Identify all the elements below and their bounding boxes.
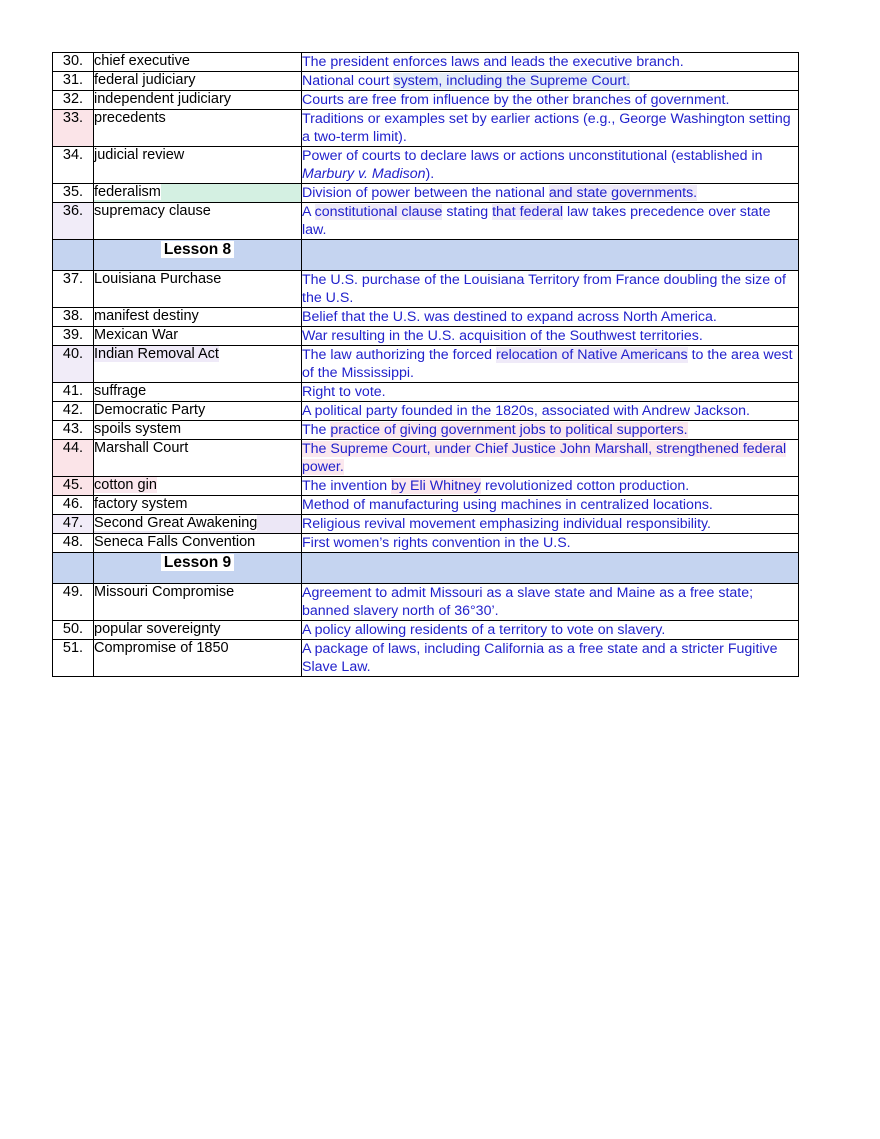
row-term: precedents — [94, 110, 302, 147]
row-term: popular sovereignty — [94, 621, 302, 640]
row-term-label: Second Great Awakening — [94, 515, 258, 531]
def-text-plain: Division of power between the national — [302, 185, 549, 201]
lesson-divider-row — [53, 240, 799, 271]
row-term: judicial review — [94, 147, 302, 184]
def-text-highlighted-2: that federal — [492, 204, 564, 220]
table-row — [53, 534, 799, 553]
lesson-divider-row — [53, 553, 799, 584]
def-text-highlighted: practice of giving government jobs to political supporters. — [330, 422, 688, 438]
row-term — [94, 477, 302, 496]
row-term: factory system — [94, 496, 302, 515]
row-definition — [302, 440, 799, 477]
row-definition: Method of manufacturing using machines in centralized locations. — [302, 496, 799, 515]
def-text-italic: Marbury v. Madison — [302, 166, 426, 182]
row-number: 33. — [53, 110, 94, 147]
row-number: 41. — [53, 383, 94, 402]
table-row — [53, 184, 799, 203]
row-definition: Courts are free from influence by the other branches of government. — [302, 91, 799, 110]
def-text-plain: The — [302, 422, 331, 438]
row-number: 37. — [53, 271, 94, 308]
def-text-highlighted: and state governments. — [548, 185, 698, 201]
row-number: 39. — [53, 327, 94, 346]
table-row — [53, 308, 799, 327]
row-term: manifest destiny — [94, 308, 302, 327]
lesson-divider-definition-cell — [302, 553, 799, 584]
table-row — [53, 110, 799, 147]
row-definition: Agreement to admit Missouri as a slave state and Maine as a free state; banned slavery north of 36°30’. — [302, 584, 799, 621]
row-definition: The president enforces laws and leads the executive branch. — [302, 53, 799, 72]
table-row — [53, 584, 799, 621]
row-number: 34. — [53, 147, 94, 184]
def-text-plain-tail: revolutionized cotton production. — [481, 478, 690, 494]
table-row — [53, 421, 799, 440]
row-definition: The U.S. purchase of the Louisiana Territory from France doubling the size of the U.S. — [302, 271, 799, 308]
row-definition: Belief that the U.S. was destined to expand across North America. — [302, 308, 799, 327]
row-number: 49. — [53, 584, 94, 621]
row-term: chief executive — [94, 53, 302, 72]
table-row — [53, 72, 799, 91]
lesson-divider-text: Lesson 9 — [161, 554, 234, 571]
row-term: Louisiana Purchase — [94, 271, 302, 308]
def-text-plain-tail: ). — [425, 166, 435, 182]
row-definition: A political party founded in the 1820s, associated with Andrew Jackson. — [302, 402, 799, 421]
row-definition: A policy allowing residents of a territory to vote on slavery. — [302, 621, 799, 640]
row-definition — [302, 477, 799, 496]
row-term: Democratic Party — [94, 402, 302, 421]
row-term: federal judiciary — [94, 72, 302, 91]
row-term: suffrage — [94, 383, 302, 402]
row-term: independent judiciary — [94, 91, 302, 110]
row-definition — [302, 421, 799, 440]
row-number: 31. — [53, 72, 94, 91]
row-number: 44. — [53, 440, 94, 477]
row-term: Compromise of 1850 — [94, 640, 302, 677]
row-term — [94, 184, 302, 203]
row-number: 36. — [53, 203, 94, 240]
table-row — [53, 440, 799, 477]
table-row — [53, 203, 799, 240]
def-text-highlighted: relocation of Native Americans — [496, 347, 688, 363]
lesson-divider-text: Lesson 8 — [161, 241, 234, 258]
def-text-highlighted: constitutional clause — [314, 204, 443, 220]
row-term-label: Indian Removal Act — [94, 346, 219, 362]
vocabulary-table — [52, 52, 799, 677]
table-row — [53, 147, 799, 184]
row-number: 50. — [53, 621, 94, 640]
row-term — [94, 346, 302, 383]
lesson-divider-definition-cell — [302, 240, 799, 271]
def-text-plain-tail: to the area west of the Mississippi. — [302, 347, 793, 381]
def-text-plain: The invention — [302, 478, 392, 494]
row-term: Seneca Falls Convention — [94, 534, 302, 553]
lesson-divider-label — [94, 240, 302, 271]
table-row — [53, 402, 799, 421]
row-definition: War resulting in the U.S. acquisition of the Southwest territories. — [302, 327, 799, 346]
row-number: 43. — [53, 421, 94, 440]
lesson-divider-label — [94, 553, 302, 584]
def-text-plain: Power of courts to declare laws or actions unconstitutional (established in — [302, 148, 763, 164]
row-definition — [302, 203, 799, 240]
row-number: 40. — [53, 346, 94, 383]
row-definition: Traditions or examples set by earlier actions (e.g., George Washington setting a two-term limit). — [302, 110, 799, 147]
row-term: Mexican War — [94, 327, 302, 346]
table-row — [53, 515, 799, 534]
table-row — [53, 327, 799, 346]
row-number: 32. — [53, 91, 94, 110]
row-number: 51. — [53, 640, 94, 677]
table-row — [53, 640, 799, 677]
row-definition — [302, 72, 799, 91]
def-text-highlighted: system, including the Supreme Court. — [393, 73, 631, 89]
table-row — [53, 271, 799, 308]
def-text-plain: The law authorizing the forced — [302, 347, 497, 363]
row-term-label: cotton gin — [94, 477, 157, 493]
def-text-plain-mid: stating — [442, 204, 493, 220]
row-definition: Religious revival movement emphasizing individual responsibility. — [302, 515, 799, 534]
def-text-highlighted: The Supreme Court, under Chief Justice John Marshall, strengthened federal power. — [302, 441, 787, 475]
table-row — [53, 91, 799, 110]
row-definition — [302, 346, 799, 383]
table-row — [53, 477, 799, 496]
row-term: supremacy clause — [94, 203, 302, 240]
row-number: 30. — [53, 53, 94, 72]
table-row — [53, 496, 799, 515]
table-row — [53, 53, 799, 72]
row-definition: First women’s rights convention in the U.S. — [302, 534, 799, 553]
row-number: 45. — [53, 477, 94, 496]
def-text-highlighted: by Eli Whitney — [391, 478, 482, 494]
row-term: spoils system — [94, 421, 302, 440]
table-row — [53, 383, 799, 402]
row-number: 38. — [53, 308, 94, 327]
row-number: 46. — [53, 496, 94, 515]
row-number: 47. — [53, 515, 94, 534]
row-definition: Right to vote. — [302, 383, 799, 402]
table-row — [53, 346, 799, 383]
row-number: 48. — [53, 534, 94, 553]
lesson-divider-number-cell — [53, 553, 94, 584]
row-number: 35. — [53, 184, 94, 203]
row-definition: A package of laws, including California as a free state and a stricter Fugitive Slave Law. — [302, 640, 799, 677]
row-definition — [302, 147, 799, 184]
def-text-plain: A — [302, 204, 315, 220]
row-term: Marshall Court — [94, 440, 302, 477]
row-term-label: federalism — [94, 184, 161, 200]
row-definition — [302, 184, 799, 203]
def-text-plain: National court — [302, 73, 394, 89]
lesson-divider-number-cell — [53, 240, 94, 271]
row-term: Missouri Compromise — [94, 584, 302, 621]
def-text-plain-tail: law takes precedence over state law. — [302, 204, 771, 238]
table-row — [53, 621, 799, 640]
row-number: 42. — [53, 402, 94, 421]
row-term — [94, 515, 302, 534]
